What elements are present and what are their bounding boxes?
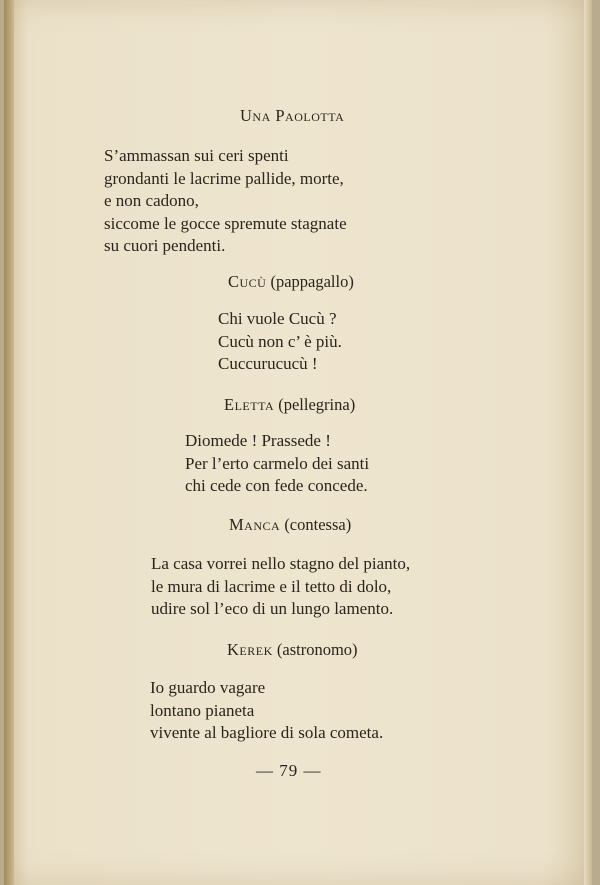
book-page (4, 0, 592, 885)
section-heading-manca (229, 515, 351, 535)
verse-line: vivente al bagliore di sola cometa. (150, 723, 384, 742)
verse-line: chi cede con fede concede. (185, 476, 368, 495)
verse-line: Chi vuole Cucù ? (218, 309, 337, 328)
speaker-name: Eletta (224, 395, 275, 414)
verse-line: le mura di lacrime e il tetto di dolo, (151, 576, 392, 596)
stanza-kerek (150, 677, 383, 745)
verse-line: Per l’erto carmelo dei santi (185, 453, 370, 473)
verse-line: Io guardo vagare (150, 678, 266, 697)
speaker-name: Kerek (227, 640, 273, 659)
speaker-role: (contessa) (284, 515, 352, 534)
verse-line: Cucù non c’ è più. (218, 331, 342, 351)
intro-line: e non cadono, (104, 191, 199, 210)
intro-stanza (104, 145, 347, 258)
stanza-manca (151, 553, 410, 621)
stanza-eletta (185, 430, 369, 498)
verse-line: Cuccurucucù ! (218, 354, 318, 373)
verse-line: udire sol l’eco di un lungo lamento. (151, 599, 394, 618)
page-edge (584, 0, 592, 885)
stanza-cucu (218, 308, 342, 376)
page-number: — 79 — (256, 761, 322, 780)
verse-line: Diomede ! Prassede ! (185, 431, 331, 450)
intro-line: su cuori pendenti. (104, 236, 226, 255)
speaker-role: (astronomo) (276, 640, 358, 659)
poem-title: Una Paolotta (240, 106, 345, 125)
page-spine-shadow (4, 0, 14, 885)
verse-line: lontano pianeta (150, 700, 255, 720)
speaker-name: Manca (229, 515, 281, 534)
intro-line: siccome le gocce spremute stagnate (104, 213, 347, 233)
section-heading-kerek (227, 640, 358, 660)
speaker-name: Cucù (228, 272, 267, 291)
verse-line: La casa vorrei nello stagno del pianto, (151, 554, 411, 573)
intro-line: S’ammassan sui ceri spenti (104, 146, 289, 165)
intro-line: grondanti le lacrime pallide, morte, (104, 168, 344, 188)
section-heading-cucu (228, 272, 354, 292)
section-heading-eletta (224, 395, 355, 415)
speaker-role: (pellegrina) (278, 395, 356, 414)
speaker-role: (pappagallo) (270, 272, 354, 291)
